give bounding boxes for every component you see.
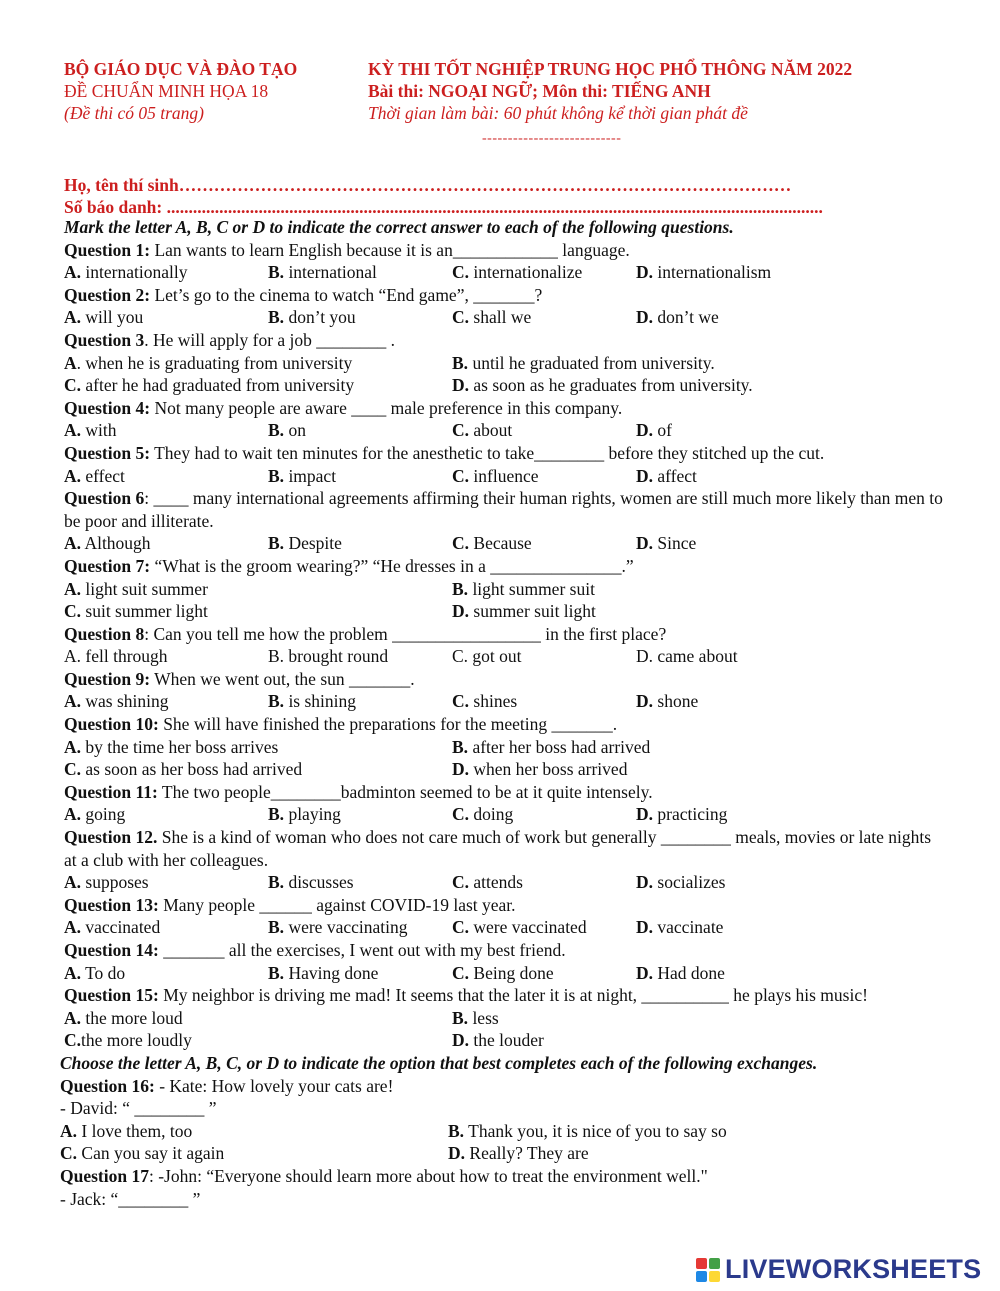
options-8 [64,645,944,668]
question-label: Question 12. [64,827,158,848]
option-d[interactable]: D. Really? They are [448,1143,589,1164]
option-c[interactable]: C. Being done [452,962,554,983]
candidate-info [64,174,864,218]
option-d[interactable]: D. when her boss arrived [452,759,628,780]
question-label: Question 8 [64,623,145,644]
option-c[interactable]: C. influence [452,465,539,486]
options-10-row1 [64,736,944,759]
options-16-row1 [60,1120,944,1143]
option-b[interactable]: B. is shining [268,691,357,712]
question-12 [64,826,944,871]
option-a[interactable]: A. was shining [64,691,169,712]
options-3-row1 [64,352,944,375]
time-line: Thời gian làm bài: 60 phút không kể thời gian phát đề [368,103,748,123]
option-d[interactable]: D. Had done [636,962,725,983]
question-16-reply: - David: “ ________ ” [60,1098,217,1119]
option-b[interactable]: B. were vaccinating [268,917,408,938]
option-b[interactable]: B. discusses [268,872,354,893]
option-d[interactable]: D. Since [636,533,697,554]
exam-set: ĐỀ CHUẨN MINH HỌA 18 [64,81,269,101]
question-9 [64,668,944,691]
question-1 [64,239,944,262]
question-label: Question 5: [64,442,151,463]
option-a[interactable]: A. will you [64,307,144,328]
question-6 [64,487,944,532]
option-d[interactable]: D. shone [636,691,699,712]
option-b[interactable]: B. international [268,262,377,283]
section1-instruction: Mark the letter A, B, C or D to indicate the correct answer to each of the following questions. [64,217,734,237]
option-c[interactable]: C. Because [452,533,532,554]
question-2 [64,284,944,307]
question-label: Question 16: [60,1075,155,1096]
header-left [64,58,364,124]
option-c[interactable]: C. Can you say it again [60,1143,225,1164]
header-divider: --------------------------- [482,131,622,146]
options-15-row1 [64,1007,944,1030]
page-count: (Đề thi có 05 trang) [64,103,204,123]
question-text: . He will apply for a job ________ . [144,329,396,350]
option-a[interactable]: A. Although [64,533,151,554]
option-b[interactable]: B. less [452,1007,499,1028]
question-14 [64,939,944,962]
options-6 [64,532,944,555]
question-10 [64,713,944,736]
options-12 [64,871,944,894]
candidate-name-line: Họ, tên thí sinh…………………………………………………………………………………………… [64,175,792,195]
option-a[interactable]: A. To do [64,962,126,983]
question-16 [60,1075,944,1098]
option-a[interactable]: A. I love them, too [60,1120,193,1141]
logo-text: LIVEWORKSHEETS [725,1254,982,1284]
question-text: _______ all the exercises, I went out with my best friend. [158,940,566,960]
question-13 [64,894,944,917]
option-a[interactable]: A. supposes [64,872,149,893]
section2-instruction: Choose the letter A, B, C, or D to indicate the option that best completes each of the following exchanges. [60,1052,818,1073]
question-label: Question 9: [64,668,151,689]
question-text: When we went out, the sun _______. [150,668,415,689]
options-10-row2 [64,758,944,781]
question-label: Question 2: [64,284,151,305]
logo-icon [696,1258,720,1282]
option-d[interactable]: D. practicing [636,804,728,825]
header-right [368,58,968,124]
question-17 [60,1165,944,1188]
question-text: She will have finished the preparations for the meeting _______. [158,714,618,735]
question-label: Question 3 [64,329,145,350]
option-b[interactable]: B. Despite [268,533,342,554]
options-5 [64,465,944,488]
options-16-row2 [60,1142,944,1165]
option-b[interactable]: B. until he graduated from university. [452,352,715,373]
option-d[interactable]: D. summer suit light [452,601,596,622]
question-label: Question 1: [64,239,151,260]
question-text: Lan wants to learn English because it is an____________ language. [150,239,630,260]
question-label: Question 4: [64,397,151,418]
option-c[interactable]: C. got out [452,646,522,667]
option-b[interactable]: B. impact [268,465,337,486]
question-text: They had to wait ten minutes for the anesthetic to take________ before they stitched up the cut. [150,442,825,463]
option-b[interactable]: B. light summer suit [452,578,595,599]
liveworksheets-logo [696,1254,981,1285]
option-d[interactable]: D. of [636,420,672,441]
option-d[interactable]: D. affect [636,465,697,486]
option-b[interactable]: B. after her boss had arrived [452,736,651,757]
question-label: Question 15: [64,985,159,1006]
option-d[interactable]: D. came about [636,646,738,667]
options-11 [64,803,944,826]
options-14 [64,962,944,985]
option-d[interactable]: D. socializes [636,872,726,893]
question-text: : -John: “Everyone should learn more about how to treat the environment well." [148,1165,708,1186]
question-label: Question 6 [64,488,145,509]
question-text: : Can you tell me how the problem _________________ in the first place? [144,623,667,644]
question-text: : ____ many international agreements affirming their human rights, women are still much more likely than men to be poor and illiterate. [64,488,943,531]
option-a[interactable]: A. when he is graduating from university [64,352,353,373]
option-c[interactable]: C. doing [452,804,514,825]
ministry-name: BỘ GIÁO DỤC VÀ ĐÀO TẠO [64,59,298,79]
option-b[interactable]: B. on [268,420,306,441]
question-15 [64,984,944,1007]
question-4 [64,397,944,420]
option-d[interactable]: D. as soon as he graduates from university. [452,375,753,396]
question-label: Question 17 [60,1165,149,1186]
option-c[interactable]: C. about [452,420,513,441]
options-7-row1 [64,578,944,601]
question-7 [64,555,944,578]
option-c[interactable]: C.the more loudly [64,1030,192,1051]
option-b[interactable]: B. brought round [268,646,389,667]
option-d[interactable]: D. internationalism [636,262,772,283]
options-15-row2 [64,1029,944,1052]
option-a[interactable]: A. going [64,804,126,825]
option-b[interactable]: B. Thank you, it is nice of you to say so [448,1120,727,1141]
question-8 [64,623,944,646]
question-text: The two people________badminton seemed to be at it quite intensely. [157,781,653,802]
options-2 [64,306,944,329]
question-5 [64,442,944,465]
option-a[interactable]: A. the more loud [64,1007,183,1028]
option-a[interactable]: A. with [64,420,117,441]
question-text: My neighbor is driving me mad! It seems that the later it is at night, __________ he plays his music! [158,985,868,1006]
option-a[interactable]: A. light suit summer [64,578,208,599]
question-label: Question 13: [64,894,159,915]
question-text: Many people ______ against COVID-19 last year. [158,894,516,915]
option-c[interactable]: C. were vaccinated [452,917,587,938]
question-content [60,216,944,1210]
options-3-row2 [64,374,944,397]
option-c[interactable]: C. suit summer light [64,601,208,622]
option-c[interactable]: C. as soon as her boss had arrived [64,759,303,780]
option-c[interactable]: C. shines [452,691,518,712]
options-1 [64,261,944,284]
option-b[interactable]: B. Having done [268,962,379,983]
option-a[interactable]: A. internationally [64,262,188,283]
question-text: She is a kind of woman who does not care much of work but generally ________ meals, movies or late nights at a club with her colleagues. [64,827,932,870]
option-b[interactable]: B. don’t you [268,307,356,328]
question-label: Question 11: [64,781,158,802]
question-11 [64,781,944,804]
options-13 [64,916,944,939]
options-4 [64,419,944,442]
option-c[interactable]: C. shall we [452,307,532,328]
subject-line: Bài thi: NGOẠI NGỮ; Môn thi: TIẾNG ANH [368,81,711,101]
question-17-reply: - Jack: “________ ” [60,1188,201,1209]
option-c[interactable]: C. attends [452,872,523,893]
question-label: Question 10: [64,714,159,735]
candidate-id-line: Số báo danh: ...................................................................................................................................................... [64,197,823,217]
option-d[interactable]: D. the louder [452,1030,544,1051]
option-a[interactable]: A. by the time her boss arrives [64,736,279,757]
option-c[interactable]: C. internationalize [452,262,583,283]
question-label: Question 14: [64,940,159,960]
option-a[interactable]: A. fell through [64,646,168,667]
question-text: “What is the groom wearing?” “He dresses in a _______________.” [150,555,634,576]
question-text: Let’s go to the cinema to watch “End game”, _______? [150,284,543,305]
question-text: Not many people are aware ____ male preference in this company. [150,397,623,418]
exam-title: KỲ THI TỐT NGHIỆP TRUNG HỌC PHỔ THÔNG NĂM 2022 [368,59,853,79]
question-text: - Kate: How lovely your cats are! [154,1075,394,1096]
option-b[interactable]: B. playing [268,804,341,825]
option-a[interactable]: A. effect [64,465,125,486]
option-d[interactable]: D. vaccinate [636,917,724,938]
option-d[interactable]: D. don’t we [636,307,719,328]
options-9 [64,690,944,713]
option-c[interactable]: C. after he had graduated from university [64,375,355,396]
option-a[interactable]: A. vaccinated [64,917,161,938]
question-3 [64,329,944,352]
options-7-row2 [64,600,944,623]
question-label: Question 7: [64,555,151,576]
